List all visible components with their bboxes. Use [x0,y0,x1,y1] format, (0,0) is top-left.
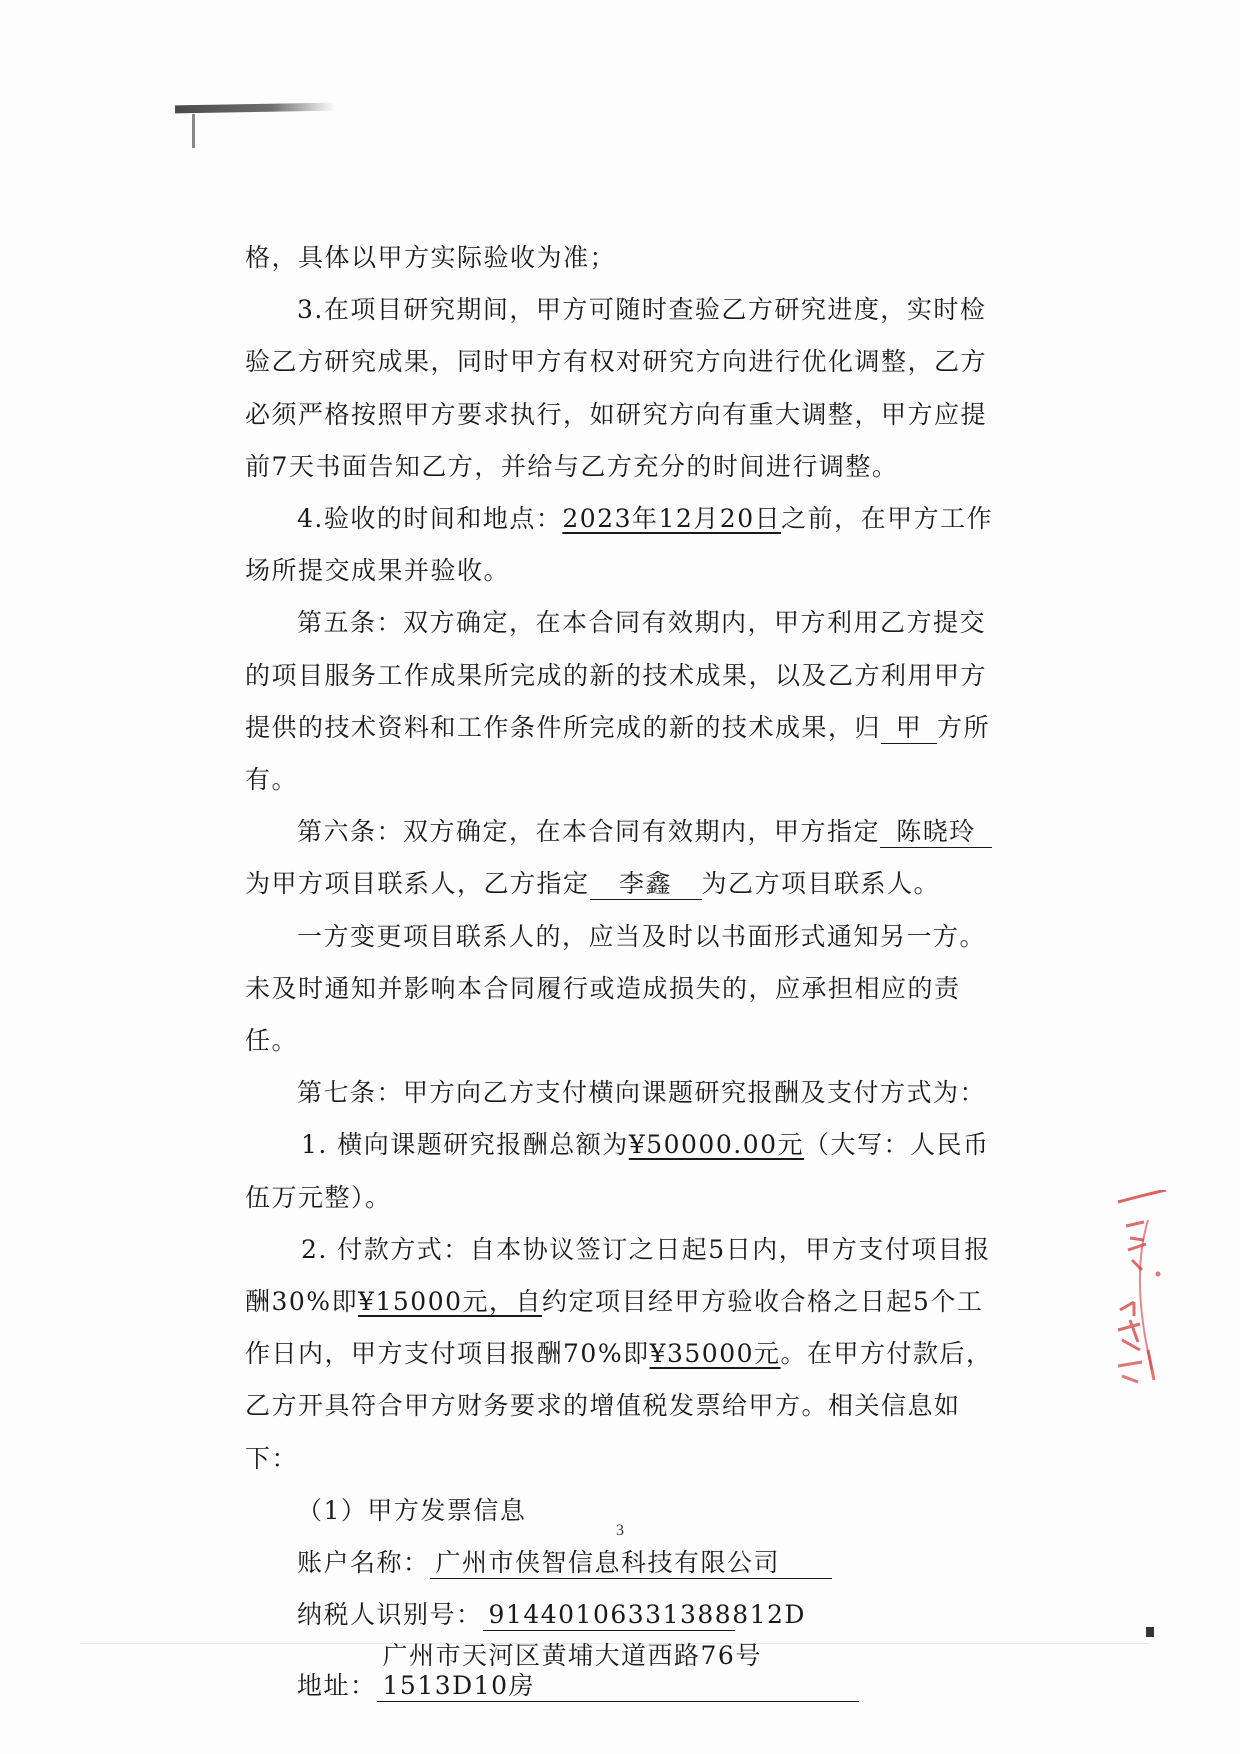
paragraph-acceptance-standard: 格，具体以甲方实际验收为准； [245,243,617,272]
scan-artifact-top [175,103,335,114]
seal-dot [1156,1272,1161,1277]
paragraph-payment-method [245,1224,995,1485]
acceptance-time-label: 4.验收的时间和地点： [297,504,563,534]
address-value: 广州市天河区黄埔大道西路76号1513D10房 [377,1641,859,1702]
article-6-middle: 为甲方项目联系人，乙方指定 [245,869,590,899]
paragraph-research-inspection: 3.在项目研究期间，甲方可随时查验乙方研究进度，实时检验乙方研究成果，同时甲方有权对研究方向进行优化调整，乙方必须严格按照甲方要求执行，如研究方向有重大调整，甲方应提前7天书面告知乙方，并给与乙方充分的时间进行调整。 [245,295,988,481]
page-number: 3 [616,1522,624,1539]
article-6-text: 第六条：双方确定，在本合同有效期内，甲方指定 [297,817,881,847]
article-6-ending: 为乙方项目联系人。 [701,869,941,899]
second-payment-amount: ¥35000元 [649,1339,781,1369]
paragraph-article-7: 第七条：甲方向乙方支付横向课题研究报酬及支付方式为： [297,1078,987,1108]
invoice-account-name-row [245,1537,995,1589]
party-a-contact-blank: 陈晓玲 [880,817,992,848]
paragraph-contact-change: 一方变更项目联系人的，应当及时以书面形式通知另一方。未及时通知并影响本合同履行或造成损失的，应承担相应的责任。 [245,921,987,1056]
paragraph-article-5 [245,597,995,806]
scan-artifact-tick [192,114,195,148]
total-fee-label: 1. 横向课题研究报酬总额为 [301,1130,629,1160]
total-fee-uppercase: （大写：人民币伍万元整）。 [245,1130,990,1212]
scan-artifact-dot [1146,1627,1154,1637]
article-5-text: 第五条：双方确定，在本合同有效期内，甲方利用乙方提交的项目服务工作成果所完成的新的技术成果，以及乙方利用甲方提供的技术资料和工作条件所完成的新的技术成果，归 [245,608,988,742]
first-payment-amount: ¥15000元，自 [358,1287,543,1317]
payment-method-text-b: 约定项目经甲方验收合格之日起5个工作日内，甲方支付项目报酬70%即 [245,1287,984,1369]
payment-method-text-c: 。在甲方付款后，乙方开具符合甲方财务要求的增值税发票给甲方。相关信息如下： [245,1339,993,1473]
address-label: 地址： [297,1671,377,1701]
invoice-address-row [245,1641,995,1712]
paragraph-total-fee [245,1119,995,1223]
invoice-heading: （1）甲方发票信息 [297,1495,527,1525]
seal-arc-top [1118,1190,1166,1202]
seal-glyph-strokes-1 [1126,1222,1146,1270]
red-seal-fragment [1108,1190,1168,1400]
contract-body [245,232,995,1713]
party-b-contact-blank: 李鑫 [590,869,702,900]
seal-glyph-strokes-2 [1118,1302,1140,1350]
total-fee-amount: ¥50000.00元 [628,1130,805,1160]
paragraph-acceptance-time [245,493,995,597]
account-name-value: 广州市侠智信息科技有限公司 [430,1548,832,1579]
article-5-ending: 方所有。 [245,712,991,795]
paragraph-article-6 [245,806,995,910]
seal-glyph-strokes-3 [1118,1350,1154,1382]
invoice-tax-id-row [245,1589,995,1641]
acceptance-date: 2023年12月20日 [562,504,782,534]
tax-id-value: 91440106331388812D [483,1600,735,1631]
acceptance-place-text: 之前，在甲方工作场所提交成果并验收。 [245,504,994,586]
payment-method-text-a: 2. 付款方式：自本协议签订之日起5日内，甲方支付项目报酬30%即 [245,1234,991,1317]
tax-id-label: 纳税人识别号： [297,1600,483,1630]
ownership-party-blank: 甲 [881,713,937,744]
account-name-label: 账户名称： [297,1548,430,1578]
seal-arc-edge [1140,1220,1152,1370]
